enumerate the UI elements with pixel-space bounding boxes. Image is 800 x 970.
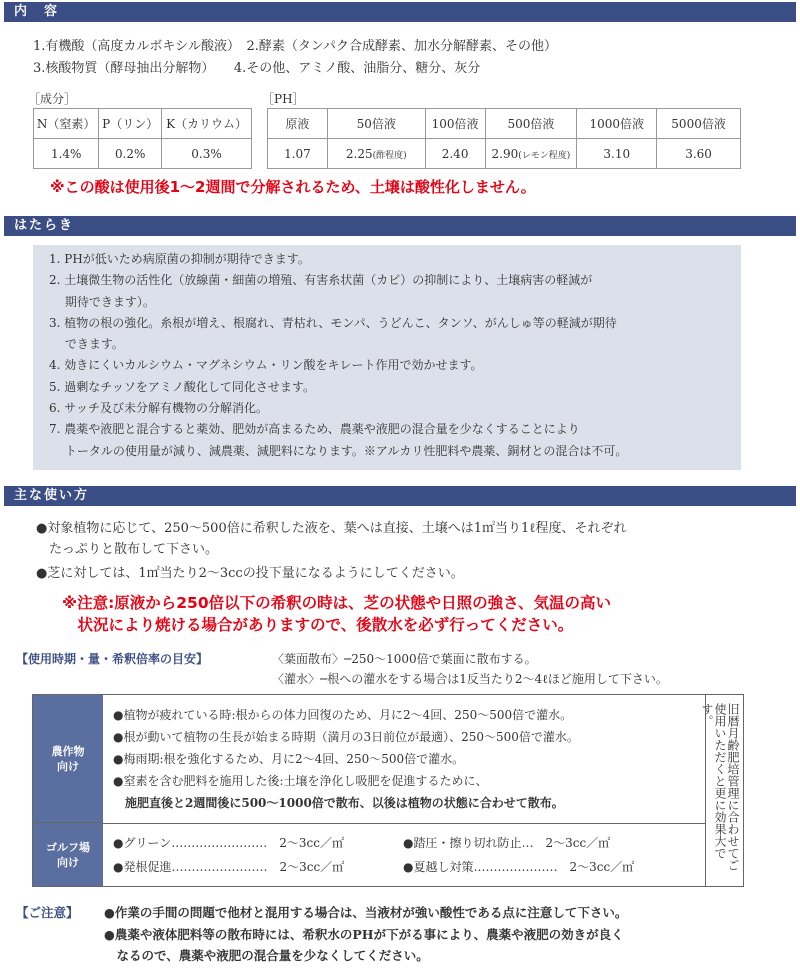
comp-head: N（窒素）	[34, 109, 99, 139]
ph-note: (酢程度)	[372, 150, 407, 161]
ph-val: 2.40	[425, 139, 485, 169]
ph-val: 2.25	[345, 146, 373, 161]
caution-line-1: ●作業の手間の問題で他材と混用する場合は、当液材が強い酸性である点に注意して下さい。	[104, 905, 628, 920]
function-item: トータルの使用量が減り、減農薬、減肥料になります。※アルカリ性肥料や農薬、銅材との混合は不可。	[49, 443, 628, 458]
caution-label: 【ご注意】	[16, 905, 79, 920]
ph-table	[267, 108, 741, 169]
ph-val: 2.90	[491, 146, 519, 161]
ph-note: (レモン程度)	[518, 150, 571, 161]
section-header-usage: 主な使い方	[4, 486, 796, 506]
golf-label	[33, 823, 103, 886]
comp-val: 0.3%	[162, 139, 252, 169]
lunar-calendar-note: 旧暦月齢肥培管理に合わせてご使用いただくと更に効果大です。	[705, 695, 745, 886]
caution-line-3: なるので、農薬や液肥の混合量を少なくしてください。	[104, 948, 429, 963]
ph-head: 5000倍液	[657, 109, 741, 139]
ph-head: 50倍液	[327, 109, 425, 139]
function-list	[49, 249, 627, 462]
golf-item: ●グリーン…………………… 2〜3cc／㎡	[113, 836, 344, 850]
function-item: できます。	[49, 337, 124, 352]
crop-label-1: 農作物	[51, 744, 85, 758]
guide-foliar: 〈葉面散布〉─250〜1000倍で葉面に散布する。	[272, 652, 537, 666]
comp-head: K（カリウム）	[162, 109, 252, 139]
function-item: 期待できます）。	[49, 294, 155, 309]
contents-line-2: 3.核酸物質（酵母抽出分解物） 4.その他、アミノ酸、油脂分、糖分、灰分	[33, 61, 481, 76]
usage-bullet-1a: ●対象植物に応じて、250〜500倍に希釈した液を、葉へは直接、土壌へは1㎡当り1ℓ程度、それぞれ	[36, 521, 627, 536]
crop-label	[33, 695, 103, 823]
guide-irrigation: 〈灌水〉─根への灌水をする場合は1反当たり2〜4ℓほど施用して下さい。	[272, 672, 668, 686]
acid-note: ※この酸は使用後1〜2週間で分解されるため、土壌は酸性化しません。	[50, 178, 536, 196]
function-item: 1. PHが低いため病原菌の抑制が期待できます。	[49, 252, 310, 266]
crop-label-2: 向け	[57, 759, 79, 773]
section-header-contents: 内 容	[4, 2, 796, 22]
contents-line-1: 1.有機酸（高度カルボキシル酸液） 2.酵素（タンパク合成酵素、加水分解酵素、その他）	[33, 39, 557, 54]
function-item: 6. サッチ及び未分解有機物の分解消化。	[49, 401, 269, 416]
ph-val: 3.10	[577, 139, 657, 169]
warning-line-2: 状況により焼ける場合がありますので、後散水を必ず行ってください。	[62, 616, 574, 634]
composition-table	[33, 108, 252, 169]
function-item: 3. 植物の根の強化。糸根が増え、根腐れ、青枯れ、モンパ、うどんこ、タンソ、がんしゅ等の軽減が期待	[49, 315, 617, 330]
ph-head: 1000倍液	[577, 109, 657, 139]
usage-bullet-1b: たっぷりと散布して下さい。	[36, 542, 219, 557]
function-item: 2. 土壌微生物の活性化（放線菌・細菌の増殖、有害糸状菌（カビ）の抑制により、土壌病害の軽減が	[49, 273, 593, 288]
ph-head: 500倍液	[485, 109, 577, 139]
crop-item: 施肥直後と2週間後に500〜1000倍で散布、以後は植物の状態に合わせて散布。	[113, 796, 564, 810]
ph-head: 原液	[268, 109, 328, 139]
section-header-function: はたらき	[4, 216, 796, 236]
ph-val-cell	[485, 139, 577, 169]
comp-val: 1.4%	[34, 139, 99, 169]
ph-label: ［PH］	[262, 92, 305, 106]
ph-val: 1.07	[268, 139, 328, 169]
function-item: 5. 過剰なチッソをアミノ酸化して同化させます。	[49, 379, 315, 394]
golf-item: ●踏圧・擦り切れ防止… 2〜3cc／㎡	[403, 836, 611, 850]
guide-label: 【使用時期・量・希釈倍率の目安】	[16, 652, 209, 666]
crop-item: ●梅雨期:根を強化するため、月に2〜4回、250〜500倍で灌水。	[113, 752, 465, 766]
warning-line-1: ※注意:原液から250倍以下の希釈の時は、芝の状態や日照の強さ、気温の高い	[62, 594, 612, 612]
usage-bullet-2: ●芝に対しては、1㎡当たり2〜3ccの投下量になるようにしてください。	[36, 566, 464, 581]
function-box	[33, 245, 741, 470]
comp-head: P（リン）	[99, 109, 162, 139]
function-item: 4. 効きにくいカルシウム・マグネシウム・リン酸をキレート作用で効かせます。	[49, 358, 483, 373]
function-item: 7. 農薬や液肥と混合すると薬効、肥効が高まるため、農薬や液肥の混合量を少なくすることにより	[49, 422, 580, 437]
golf-item: ●発根促進…………………… 2〜3cc／㎡	[113, 860, 345, 874]
ph-val-cell	[327, 139, 425, 169]
ph-head: 100倍液	[425, 109, 485, 139]
golf-label-1: ゴルフ場	[46, 840, 90, 854]
usage-table	[32, 694, 744, 887]
row-divider	[103, 823, 705, 824]
crop-item: ●窒素を含む肥料を施用した後:土壌を浄化し吸肥を促進するために、	[113, 774, 488, 788]
composition-label: ［成分］	[28, 92, 77, 106]
comp-val: 0.2%	[99, 139, 162, 169]
caution-line-2: ●農薬や液体肥料等の散布時には、希釈水のPHが下がる事により、農薬や液肥の効きが良く	[104, 927, 624, 942]
golf-label-2: 向け	[57, 855, 79, 869]
golf-item: ●夏越し対策………………… 2〜3cc／㎡	[403, 860, 635, 874]
ph-val: 3.60	[657, 139, 741, 169]
crop-item: ●植物が疲れている時:根からの体力回復のため、月に2〜4回、250〜500倍で灌水。	[113, 708, 573, 722]
crop-item: ●根が動いて植物の生長が始まる時期（満月の3日前位が最適）、250〜500倍で灌水。	[113, 730, 579, 744]
